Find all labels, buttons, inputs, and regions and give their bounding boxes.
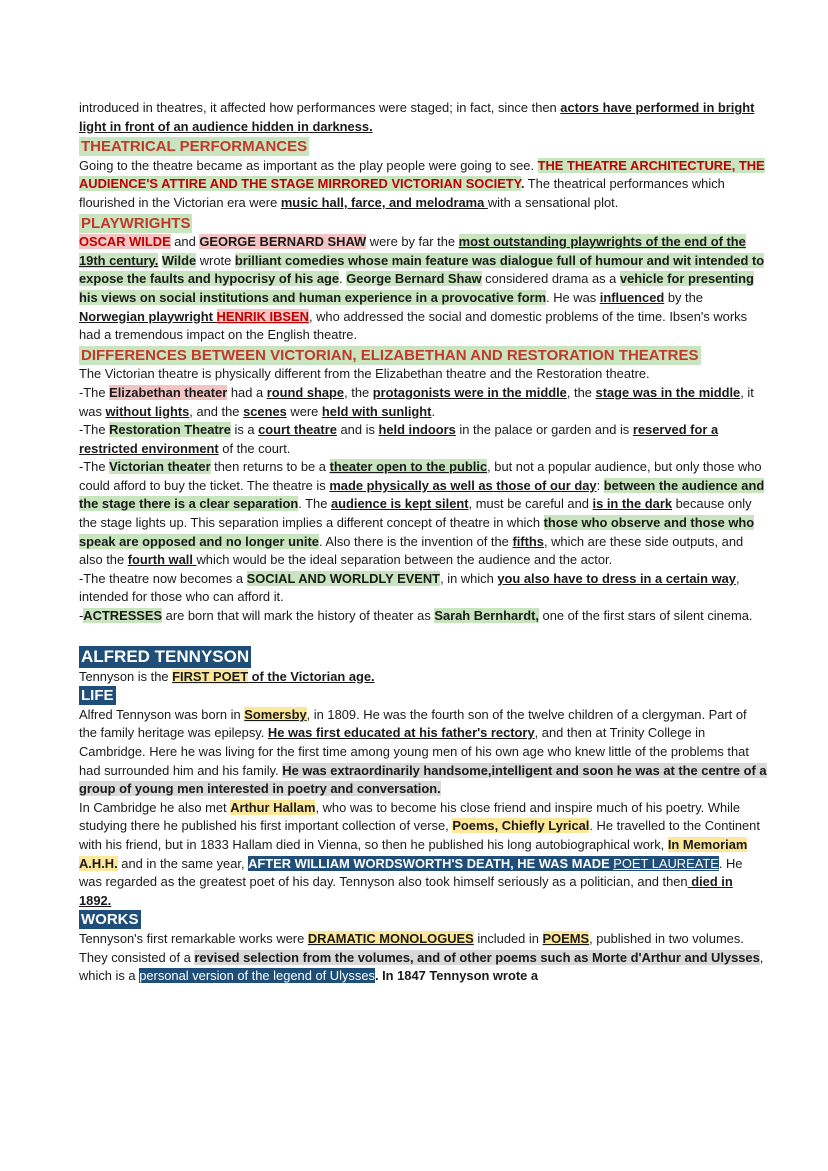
heading-works: WORKS <box>81 911 139 929</box>
life-paragraph-2: In Cambridge he also met Arthur Hallam, who was to become his close friend and inspire much of his poetry. While studying there he published his first important collection of verse, Poems, Chiefly Lyrical. He travelled to the Continent with his friend, but in 1833 Hallam died in Vienna, so then he published his long autobiographical work, In Memoriam A.H.H. and in the same year, AFTER WILLIAM WORDSWORTH'S DEATH, HE WAS MADE POET LAUREATE. He was regarded as the greatest poet of his day. Tennyson also took himself seriously as a politician, and then died in 1892. <box>79 799 760 908</box>
victorian-paragraph: -The Victorian theater then returns to be a theater open to the public, but not a popular audience, but only those who could afford to buy the ticket. The theatre is made physically as well as those of our day: between the audience and the stage there is a clear separation. The audience is kept silent, must be careful and is in the dark because only the stage lights up. This separation implies a different concept of theatre in which those who observe and those who speak are opposed and no longer unite. Also there is the invention of the fifths, which are these side outputs, and also the fourth wall which would be the ideal separation between the audience and the actor. <box>79 459 765 568</box>
life-paragraph-1: Alfred Tennyson was born in Somersby, in 1809. He was the fourth son of the twelve children of a clergyman. Part of the family heritage was epilepsy. He was first educated at his father's rectory, and then at Trinity College in Cambridge. Here he was living for the first time among young men of his own age who knew little of the problems that had surrounded him and his family. He was extraordinarily handsome,intelligent and soon he was at the centre of a group of young men interested in poetry and conversation. <box>79 706 767 797</box>
heading-differences: DIFFERENCES BETWEEN VICTORIAN, ELIZABETHAN AND RESTORATION THEATRES <box>81 346 699 364</box>
performances-paragraph: Going to the theatre became as important as the play people were going to see. THE THEATRE ARCHITECTURE, THE AUDIENCE'S ATTIRE AND THE STAGE MIRRORED VICTORIAN SOCIETY. The theatrical performances which flourished in the Victorian era were music hall, farce, and melodrama with a sensational plot. <box>79 157 765 210</box>
first-poet-line: Tennyson is the FIRST POET of the Victorian age. <box>79 668 375 684</box>
differences-intro: The Victorian theatre is physically different from the Elizabethan theatre and the Restoration theatre. <box>79 366 650 382</box>
heading-theatrical-performances: THEATRICAL PERFORMANCES <box>81 138 308 156</box>
heading-alfred-tennyson: ALFRED TENNYSON <box>81 646 250 666</box>
intro-paragraph: introduced in theatres, it affected how performances were staged; in fact, since then actors have performed in bright light in front of an audience hidden in darkness. <box>79 100 755 134</box>
restoration-paragraph: -The Restoration Theatre is a court theatre and is held indoors in the palace or garden and is reserved for a restricted environment of the court. <box>79 422 719 456</box>
social-event-paragraph: -The theatre now becomes a SOCIAL AND WORLDLY EVENT, in which you also have to dress in a certain way, intended for those who can afford it. <box>79 570 740 605</box>
playwrights-paragraph: OSCAR WILDE and GEORGE BERNARD SHAW were by far the most outstanding playwrights of the end of the 19th century. Wilde wrote brilliant comedies whose main feature was dialogue full of humour and wit intended to expose the faults and hypocrisy of his age. George Bernard Shaw considered drama as a vehicle for presenting his views on social institutions and human experience in a provocative form. He was influenced by the Norwegian playwright HENRIK IBSEN, who addressed the social and domestic problems of the time. Ibsen's works had a tremendous impact on the English theatre. <box>79 234 765 343</box>
actresses-paragraph: -ACTRESSES are born that will mark the history of theater as Sarah Bernhardt, one of the first stars of silent cinema. <box>79 608 753 624</box>
heading-playwrights: PLAYWRIGHTS <box>81 214 191 232</box>
heading-life: LIFE <box>81 687 114 705</box>
elizabethan-paragraph: -The Elizabethan theater had a round shape, the protagonists were in the middle, the stage was in the middle, it was without lights, and the scenes were held with sunlight. <box>79 384 754 419</box>
works-paragraph: Tennyson's first remarkable works were DRAMATIC MONOLOGUES included in POEMS, published in two volumes. They consisted of a revised selection from the volumes, and of other poems such as Morte d'Arthur and Ulysses, which is a personal version of the legend of Ulysses. In 1847 Tennyson wrote a <box>79 930 764 984</box>
